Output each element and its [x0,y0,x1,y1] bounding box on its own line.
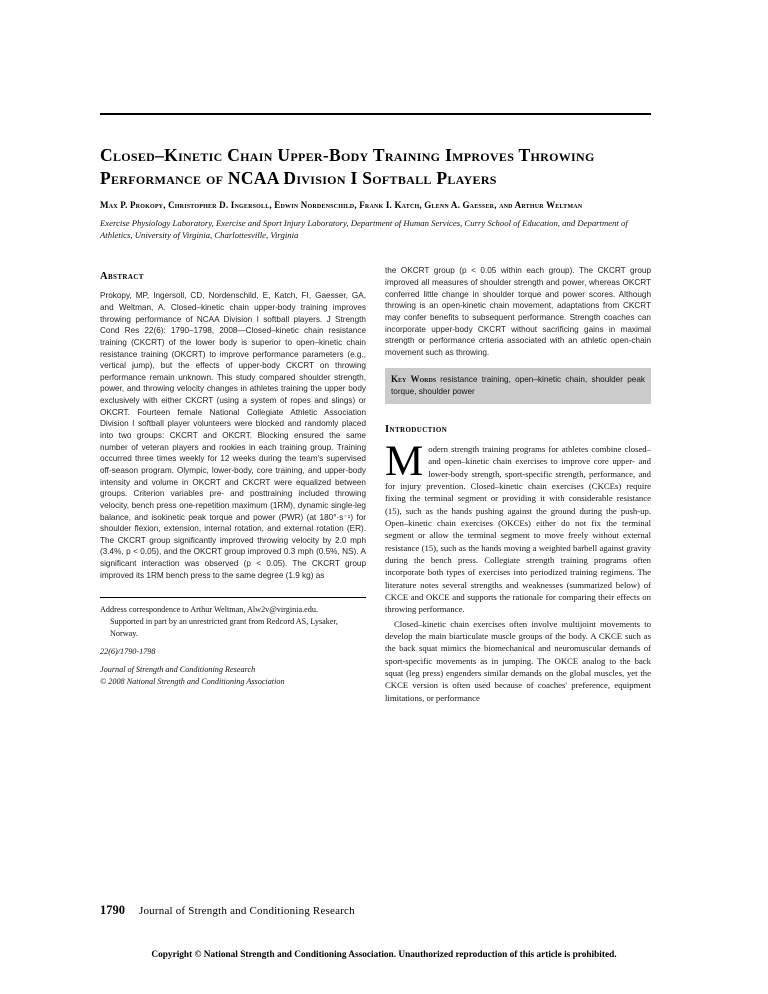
keywords-text: resistance training, open–kinetic chain, shoulder peak torque, shoulder power [391,375,645,397]
journal-name-note: Journal of Strength and Conditioning Research [100,664,256,674]
introduction-heading: Introduction [385,423,448,435]
abstract-heading: Abstract [100,271,144,283]
correspondence-note: Address correspondence to Arthur Weltman, Alw2v@virginia.edu. [100,605,319,615]
copyright-note: © 2008 National Strength and Conditioning Association [100,676,285,686]
issue-pages: 22(6)/1790-1798 [100,647,156,657]
abstract-text-right: the OKCRT group (p < 0.05 within each group). The CKCRT group improved all measures of shoulder strength and power, whereas OKCRT conferred little change in shoulder torque and power scores. Although throwing is an open-kinetic chain movement, adaptations from CKCRT may confer benefits to subsequent performance. Strength coaches can incorporate upper-body CKCRT without sacrificing gains in maximal strength or performance criteria associated with an athletic open-chain movement such as throwing. [385,266,651,357]
article-title: Closed–Kinetic Chain Upper-Body Training Improves Throwing Performance of NCAA Division I Softball Players [100,145,595,188]
article-content [100,144,651,706]
right-column [385,265,651,706]
affiliation: Exercise Physiology Laboratory, Exercise and Sport Injury Laboratory, Department of Human Services, Curry School of Education, and Department of Athletics, University of Virginia, Charlottesville, Virginia [100,218,628,241]
keywords-box [385,368,651,403]
page-footer [100,903,355,918]
introduction-paragraph-1 [385,437,651,616]
footnote-block [100,597,366,687]
author-list: Max P. Prokopy, Christopher D. Ingersoll, Edwin Nordenschild, Frank I. Katch, Glenn A. Gaesser, and Arthur Weltman [100,199,583,210]
top-rule [100,113,651,115]
drop-cap: M [385,437,424,485]
introduction-paragraph-1-text: odern strength training programs for athletes combine closed– and open–kinetic chain exercises to improve core upper- and lower-body strength, sport-specific strength, performance, and for injury prevention. Closed–kinetic chain exercises (CKCEs) require fixing the terminal segment or providing it with considerable resistance (15), such as the hands pushing against the ground during the push-up. Open–kinetic chain exercises (OKCEs) either do not fix the terminal segment or allow the terminal segment to move freely without external resistance (15), such as the hands moving a weighted barbell against gravity during the bench press. Collegiate strength training programs often incorporate both types of exercises into periodized training regimens. The literature notes several strengths and weaknesses (summarized below) of CKCE and OKCE and supports the rationale for comparing their effects on throwing performance. [385,443,651,615]
left-column [100,265,366,687]
support-note: Supported in part by an unrestricted grant from Redcord AS, Lysaker, Norway. [110,617,338,639]
keywords-label: Key Words [391,374,437,385]
page-number: 1790 [100,903,125,917]
copyright-notice: Copyright © National Strength and Conditioning Association. Unauthorized reproduction of this article is prohibited. [151,950,617,960]
introduction-paragraph-2: Closed–kinetic chain exercises often involve multijoint movements to develop the main biarticulate muscle groups of the body. A CKCE such as the back squat mimics the biomechanical and neuromuscular demands of sport-specific movements as in jumping. The OKCE analog to the back squat (leg press) engenders similar demands on the global muscles, yet the CKCE version is often used because of coaches' preference, equipment limitations, or performance [385,618,651,703]
abstract-text-left: Prokopy, MP, Ingersoll, CD, Nordenschild, E, Katch, FI, Gaesser, GA, and Weltman, A. Closed–kinetic chain upper-body training improves throwing performance of NCAA Division I softball players. J Strength Cond Res 22(6): 1790–1798, 2008—Closed–kinetic chain resistance training (CKCRT) of the lower body is superior to open–kinetic chain resistance training (OKCRT) to improve performance parameters (e.g., vertical jump), but the effects of upper-body CKCRT on throwing performance remain unknown. This study compared shoulder strength, power, and throwing velocity changes in athletes training the upper body exclusively with either CKCRT (using a system of ropes and slings) or OKCRT. Fourteen female National Collegiate Athletic Association Division I softball player volunteers were blocked and randomly placed into two groups: CKCRT and OKCRT. Blocking ensured the same number of veteran players and rookies in each training group. Training occurred three times weekly for 12 weeks during the team's supervised off-season program. Olympic, lower-body, core training, and upper-body intensity and volume in OKCRT and CKCRT were equalized between groups. Criterion variables pre- and posttraining included throwing velocity, bench press one-repetition maximum (1RM), dynamic single-leg balance, and isokinetic peak torque and power (PWR) (at 180°·s⁻¹) for shoulder flexion, extension, internal rotation, and external rotation (ER). The CKCRT group significantly improved throwing velocity by 2.0 mph (3.4%, p < 0.05), and the OKCRT group improved 0.3 mph (0.5%, NS). A significant interaction was observed (p < 0.05). The CKCRT group improved its 1RM bench press to the same degree (1.9 kg) as [100,291,366,580]
two-column-body [100,265,651,706]
footer-journal-logo: Journal of Strength and Conditioning Research [139,905,355,917]
